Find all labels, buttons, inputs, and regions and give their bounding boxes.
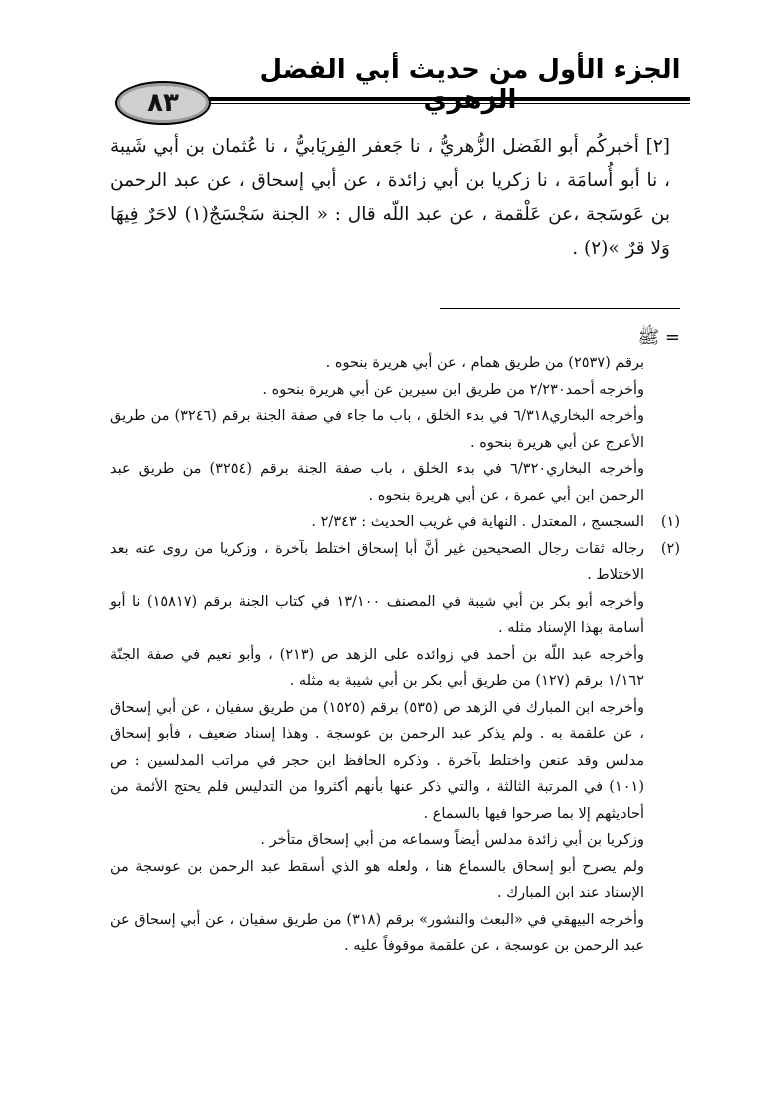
footnote-1-text: السجسج ، المعتدل . النهاية في غريب الحديث : ٢/٣٤٣ . [311,514,644,530]
running-title: الجزء الأول من حديث أبي الفضل [259,55,681,85]
footnote-2-paragraph: وزكريا بن أبي زائدة مدلس أيضاً وسماعه من أبي إسحاق متأخر . [260,832,644,848]
footnote-1-number: (١) [660,514,680,530]
footnote-line: برقم (٢٥٣٧) من طريق همام ، عن أبي هريرة بنحوه . [325,355,644,371]
footnote-2-number: (٢) [660,540,680,557]
hadith-paragraph: [٢] أخبركُم أبو الفَضل الزُّهريُّ ، نا جَعفر الفِريَابيُّ ، نا عُثمان بن أبي شَيبة ، نا أبو أُسامَة ، نا زكريا بن أبي زائدة ، عن أبي إسحاق ، عن عبد الرحمن بن عَوسَجة ،عن عَلْقمة ، عن عبد اللّه قال : « الجنة سَجْسَجٌ(١) لاحَرٌ فِيهَا وَلا قرٌ »(٢) . [110,136,671,259]
footnote-2-paragraph: وأخرجه البيهقي في «البعث والنشور» برقم (٣١٨) من طريق سفيان ، عن أبي إسحاق عن عبد الرحمن بن عوسجة ، عن علقمة موقوفاً عليه . [110,911,644,954]
footnotes [110,350,680,960]
footnote-2 [110,536,680,589]
page-number: ٨٣ [147,88,179,118]
footnote-line: وأخرجه أحمد٢/٢٣٠ من طريق ابن سيرين عن أبي هريرة بنحوه . [262,381,644,398]
footnote-2-text: رجاله ثقات رجال الصحيحين غير أنَّ أبا إسحاق اختلط بآخرة ، وزكريا من روى عنه بعد الاختلاط . [110,540,644,583]
footnote-1 [110,509,680,536]
page-number-oval [115,81,211,125]
footnote-2-paragraph: ولم يصرح أبو إسحاق بالسماع هنا ، ولعله هو الذي أسقط عبد الرحمن بن عوسجة من الإسناد عند ابن المبارك . [110,858,644,901]
continuation-mark: = ﷺ [637,327,680,348]
hadith-text [110,130,670,266]
footnote-2-paragraph: وأخرجه عبد اللّه بن أحمد في زوائده على الزهد ص (٢١٣) ، وأبو نعيم في صفة الجنّة ١/١٦٢ برقم (١٢٧) من طريق أبي بكر بن أبي شيبة به مثله . [110,646,645,689]
footnote-separator [440,308,680,309]
footnote-2-paragraph: وأخرجه ابن المبارك في الزهد ص (٥٣٥) برقم (١٥٢٥) من طريق سفيان ، عن أبي إسحاق ، عن علقمة به . ولم يذكر عبد الرحمن بن عوسجة . وهذا إسناد ضعيف ، فأبو إسحاق مدلس وقد عنعن واختلط بآخرة . وذكره الحافظ ابن حجر في مراتب المدلسين : ص (١٠١) في المرتبة الثالثة ، والتي ذكر عنها بأنهم أكثروا من التدليس فلم يحتج الأئمة من أحاديثهم إلا بما صرحوا فيها بالسماع . [110,699,644,822]
page-header [100,55,690,118]
footnote-2-paragraph: وأخرجه أبو بكر بن أبي شيبة في المصنف ١٣/١٠٠ في كتاب الجنة برقم (١٥٨١٧) نا أبو أسامة بهذا الإسناد مثله . [110,593,644,636]
footnote-line: وأخرجه البخاري٦/٣٢٠ في بدء الخلق ، باب صفة الجنة برقم (٣٢٥٤) من طريق عبد الرحمن ابن أبي عمرة ، عن أبي هريرة بنحوه . [110,461,644,504]
footnote-line: وأخرجه البخاري٦/٣١٨ في بدء الخلق ، باب ما جاء في صفة الجنة برقم (٣٢٤٦) من طريق الأعرج عن أبي هريرة بنحوه . [110,408,644,451]
header-rule [190,97,690,101]
header-rule-thin [190,103,690,104]
